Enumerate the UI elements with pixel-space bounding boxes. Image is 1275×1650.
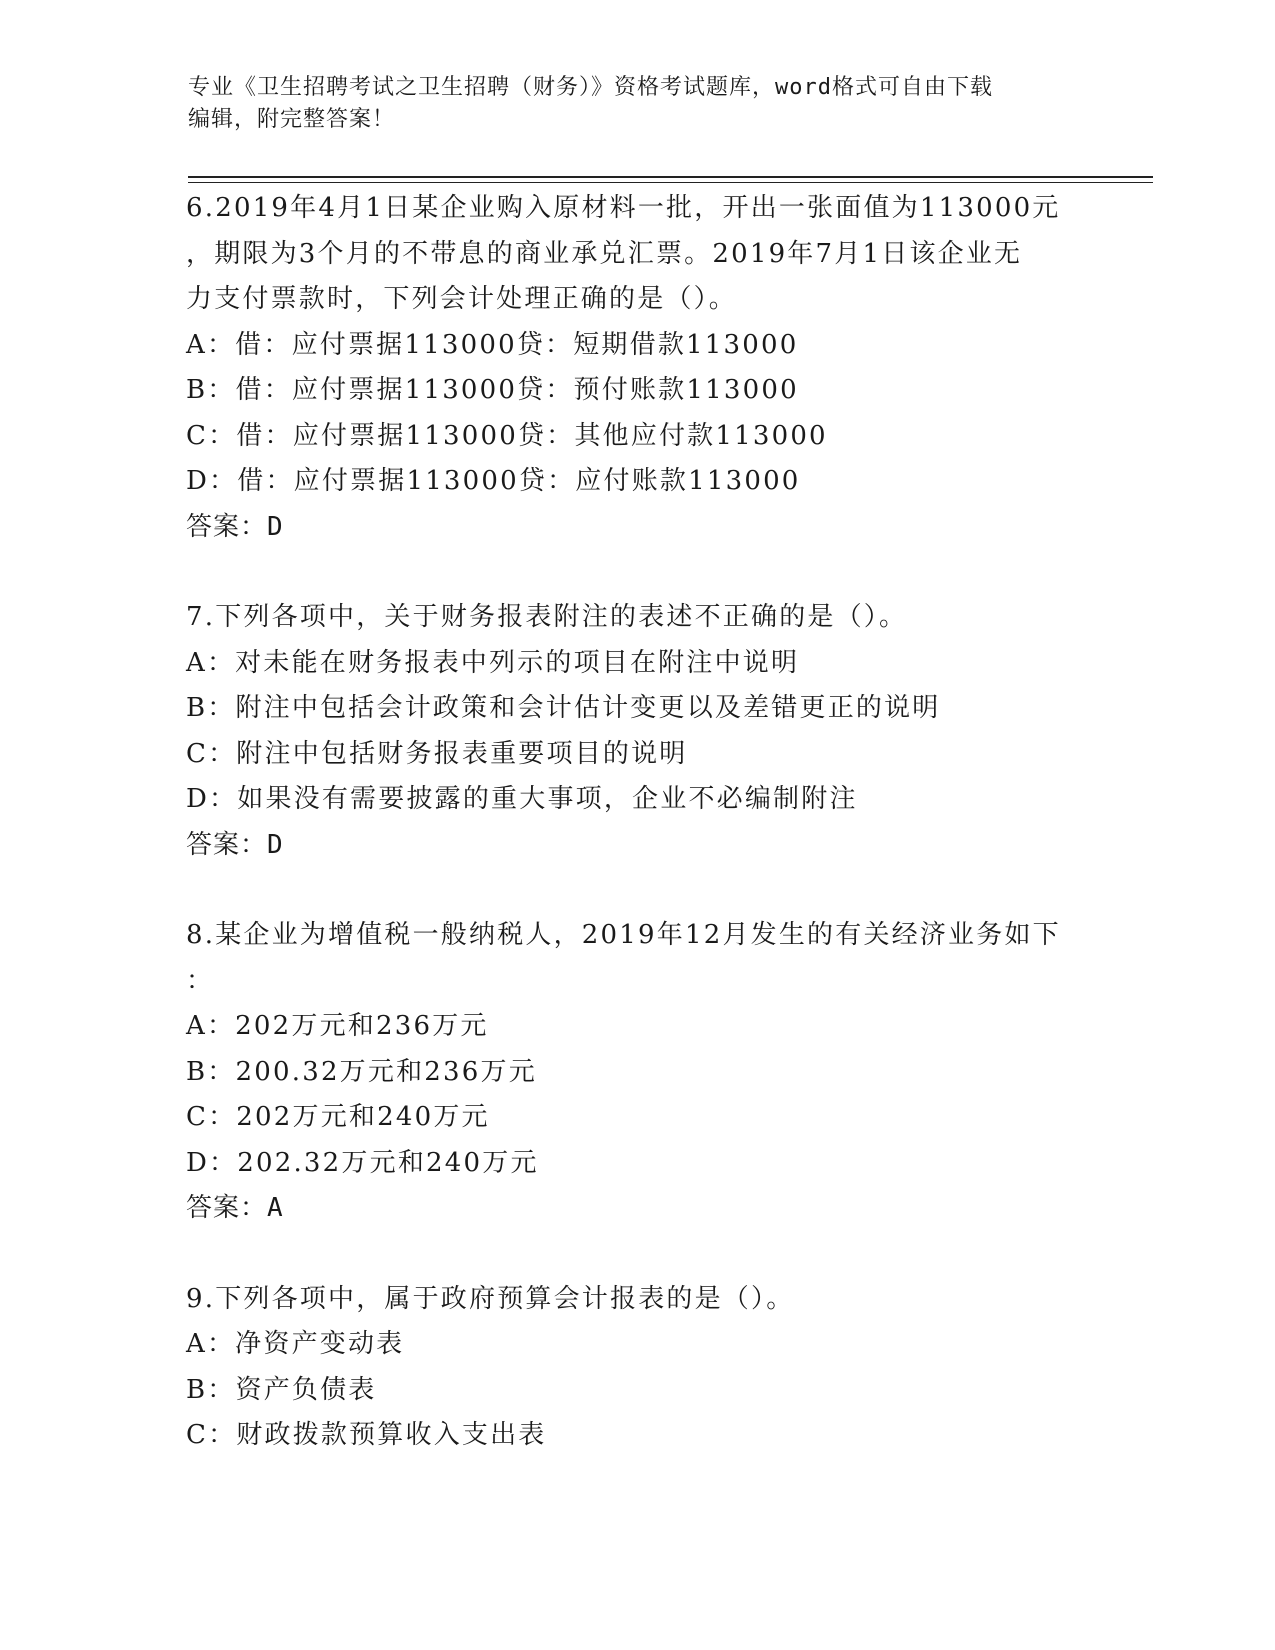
option-d: D：如果没有需要披露的重大事项，企业不必编制附注 [186, 784, 858, 814]
option-c: C：财政拨款预算收入支出表 [186, 1420, 547, 1450]
document-header [188, 72, 1088, 136]
header-line-2: 编辑，附完整答案！ [188, 107, 396, 132]
question-text: 力支付票款时，下列会计处理正确的是（）。 [186, 284, 738, 314]
option-a: A：净资产变动表 [186, 1329, 405, 1359]
question-text: 9.下列各项中，属于政府预算会计报表的是（）。 [186, 1283, 795, 1314]
header-divider-thick [188, 176, 1153, 178]
option-a: A：借：应付票据113000贷：短期借款113000 [186, 329, 799, 360]
question-text: 8.某企业为增值税一般纳税人，2019年12月发生的有关经济业务如下 [186, 920, 1061, 950]
option-b: B：200.32万元和236万元 [186, 1056, 537, 1087]
question-9 [186, 1277, 1126, 1459]
question-text: 6.2019年4月1日某企业购入原材料一批，开出一张面值为113000元 [186, 193, 1061, 223]
question-text: ，期限为3个月的不带息的商业承兑汇票。2019年7月1日该企业无 [186, 238, 1023, 269]
question-7 [186, 595, 1126, 868]
question-list [186, 186, 1126, 1504]
option-c: C：202万元和240万元 [186, 1102, 490, 1132]
option-d: D：202.32万元和240万元 [186, 1147, 539, 1178]
option-a: A：对未能在财务报表中列示的项目在附注中说明 [186, 647, 800, 678]
answer: 答案：D [186, 511, 284, 542]
header-divider-thin [188, 182, 1153, 183]
question-6 [186, 186, 1126, 550]
option-b: B：借：应付票据113000贷：预付账款113000 [186, 375, 799, 405]
question-text: 7.下列各项中，关于财务报表附注的表述不正确的是（）。 [186, 602, 908, 632]
option-c: C：附注中包括财务报表重要项目的说明 [186, 738, 688, 769]
option-c: C：借：应付票据113000贷：其他应付款113000 [186, 420, 828, 451]
question-text: ： [186, 965, 215, 996]
option-a: A：202万元和236万元 [186, 1011, 489, 1041]
answer: 答案：D [186, 829, 284, 860]
question-8 [186, 913, 1126, 1232]
answer: 答案：A [186, 1193, 284, 1223]
option-d: D：借：应付票据113000贷：应付账款113000 [186, 466, 801, 496]
header-line-1: 专业《卫生招聘考试之卫生招聘（财务）》资格考试题库，word格式可自由下载 [188, 75, 993, 100]
option-b: B：资产负债表 [186, 1374, 377, 1405]
option-b: B：附注中包括会计政策和会计估计变更以及差错更正的说明 [186, 693, 941, 723]
